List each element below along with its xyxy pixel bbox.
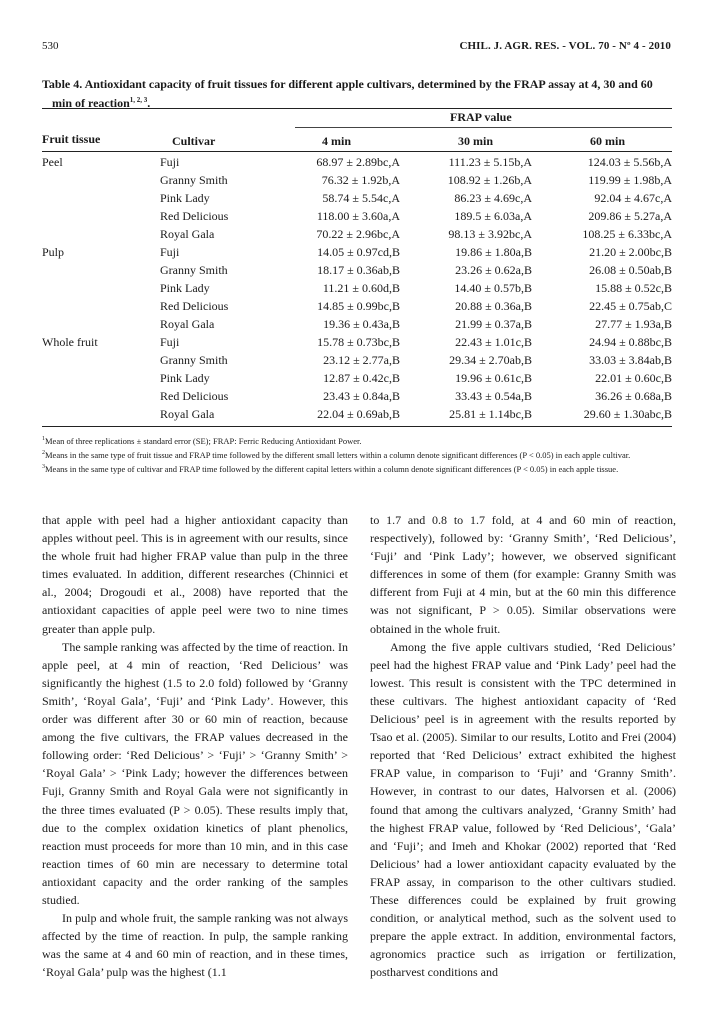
row-frap-30min: 19.86 ± 1.80a,B xyxy=(455,245,532,259)
row-frap-4min: 76.32 ± 1.92b,A xyxy=(321,173,400,187)
row-cultivar: Granny Smith xyxy=(160,173,228,187)
row-frap-30min: 108.92 ± 1.26b,A xyxy=(447,173,532,187)
paragraph: The sample ranking was affected by the time of reaction. In apple peel, at 4 min of reaction, ‘Red Delicious’ was significantly the highest (1.5 to 2.0 fold) followed by ‘Granny Smith’, ‘Royal Gala’, ‘Fuji’ and ‘Pink Lady’. However, this order was different after 30 or 60 min of reaction, because among the five cultivars, the FRAP values decreased in the following order: ‘Red Delicious’ > ‘Fuji’ > ‘Granny Smith’ > ‘Royal Gala’ > ‘Pink Lady; however the differences between Fuji, Granny Smith and Royal Gala were not significantly in the three times evaluated (P > 0.05). These results imply that, due to the complex oxidation kinetics of plant phenolics, reaction must proceeds for more than 10 min, and in this case reaction times of 60 min are necessary to determine total antioxidant capacity and the order ranking of the samples studied. xyxy=(42,639,349,907)
row-fruit-tissue: Pulp xyxy=(42,245,65,259)
paragraph: In pulp and whole fruit, the sample ranking was not always affected by the time of reaction. In pulp, the sample ranking was the same at 4 and 60 min of reaction, and in these times, ‘Royal Gala’ pulp was the highest (1.1 xyxy=(42,911,348,980)
table-caption xyxy=(42,76,672,111)
row-cultivar: Red Delicious xyxy=(160,209,229,223)
frap-group-header: FRAP value xyxy=(450,110,512,124)
body-column-right xyxy=(370,511,676,981)
paragraph: that apple with peel had a higher antioxidant capacity than apples without peel. This is in agreement with our results, since the whole fruit had higher FRAP value than pulp in the three times evaluated. In addition, different researches (Chinnici et al., 2004; Drogoudi et al., 2008) have reported that the antioxidant capacities of apple peel were two to nine times greater than apple pulp. xyxy=(42,513,348,636)
paragraph: to 1.7 and 0.8 to 1.7 fold, at 4 and 60 min of reaction, respectively), followed by: ‘Granny Smith’, ‘Red Delicious’, ‘Fuji’ and ‘Pink Lady’; however, we observed significant differences in some of them (for example: Granny Smith was different from Fuji at 4 min, but at the 60 min this difference was not significant, P > 0.05). Similar observations were obtained in the whole fruit. xyxy=(370,513,676,636)
frap-group-rule xyxy=(295,127,672,128)
header-cultivar: Cultivar xyxy=(172,134,216,148)
caption-footnote-marks: 1, 2, 3 xyxy=(129,96,148,104)
row-frap-4min: 23.43 ± 0.84a,B xyxy=(323,389,400,403)
caption-period: . xyxy=(147,96,151,110)
row-cultivar: Fuji xyxy=(160,335,180,349)
footnote-2: $^2$Means in the same type of fruit tissue and FRAP time followed by the different small letters within a column denote significant differences (P < 0.05) in each apple cultivar. xyxy=(42,449,631,460)
row-cultivar: Fuji xyxy=(160,245,180,259)
row-frap-60min: 27.77 ± 1.93a,B xyxy=(595,317,672,331)
row-frap-30min: 19.96 ± 0.61c,B xyxy=(455,371,532,385)
row-cultivar: Pink Lady xyxy=(160,191,210,205)
row-frap-60min: 108.25 ± 6.33bc,A xyxy=(582,227,672,241)
row-frap-4min: 19.36 ± 0.43a,B xyxy=(323,317,400,331)
row-frap-30min: 86.23 ± 4.69c,A xyxy=(454,191,532,205)
header-60min: 60 min xyxy=(590,134,626,148)
footnote-1: $^1$Mean of three replications ± standard error (SE); FRAP: Ferric Reducing Antioxidant Power. xyxy=(42,435,362,446)
row-frap-30min: 21.99 ± 0.37a,B xyxy=(455,317,532,331)
page-header xyxy=(42,40,671,56)
header-fruit-tissue: Fruit tissue xyxy=(42,132,101,146)
header-30min: 30 min xyxy=(458,134,494,148)
row-frap-4min: 118.00 ± 3.60a,A xyxy=(316,209,400,223)
row-frap-30min: 98.13 ± 3.92bc,A xyxy=(448,227,532,241)
row-frap-30min: 20.88 ± 0.36a,B xyxy=(455,299,532,313)
page-number: 530 xyxy=(42,40,59,52)
row-frap-60min: 24.94 ± 0.88bc,B xyxy=(589,335,672,349)
row-frap-60min: 21.20 ± 2.00bc,B xyxy=(589,245,672,259)
paragraph: Among the five apple cultivars studied, ‘Red Delicious’ peel had the highest FRAP value and ‘Pink Lady’ peel had the lowest. This result is consistent with the TPC determined in these cultivars. The highest antioxidant capacity of ‘Red Delicious’ peel is in agreement with the results reported by Tsao et al. (2005). Similar to our results, Lotito and Frei (2004) reported that ‘Red Delicious’ extract exhibited the highest FRAP value, in comparison to ‘Fuji’ and ‘Granny Smith’. However, in contrast to our dates, Halvorsen et al. (2006) found that among the cultivars analyzed, ‘Granny Smith’ had the highest FRAP value, followed by ‘Red Delicious’, ‘Gala’ and ‘Fuji’; and Imeh and Khokar (2002) reported that ‘Red Delicious’ had a lower antioxidant capacity evaluated by the FRAP assay, in comparison to the other cultivars studied. These differences could be explained by fruit growing condition, or analytical method, such as the solvent used to prepare the apple extract. In addition, environmental factors, agronomics practice such as irrigation or fertilization, postharvest conditions and xyxy=(370,639,676,980)
row-frap-60min: 209.86 ± 5.27a,A xyxy=(588,209,672,223)
row-frap-60min: 36.26 ± 0.68a,B xyxy=(595,389,672,403)
row-frap-4min: 23.12 ± 2.77a,B xyxy=(323,353,400,367)
row-frap-4min: 70.22 ± 2.96bc,A xyxy=(316,227,400,241)
row-fruit-tissue: Whole fruit xyxy=(42,335,98,349)
row-frap-60min: 92.04 ± 4.67c,A xyxy=(594,191,672,205)
row-frap-4min: 14.05 ± 0.97cd,B xyxy=(317,245,400,259)
row-frap-4min: 58.74 ± 5.54c,A xyxy=(322,191,400,205)
row-frap-30min: 29.34 ± 2.70ab,B xyxy=(449,353,532,367)
row-frap-60min: 26.08 ± 0.50ab,B xyxy=(589,263,672,277)
footnote-3: $^3$Means in the same type of cultivar and FRAP time followed by the different capital letters within a column denote significant differences (P < 0.05) in each apple tissue. xyxy=(42,463,619,474)
row-cultivar: Granny Smith xyxy=(160,353,228,367)
row-cultivar: Fuji xyxy=(160,155,180,169)
row-frap-60min: 15.88 ± 0.52c,B xyxy=(595,281,672,295)
row-frap-30min: 14.40 ± 0.57b,B xyxy=(454,281,532,295)
row-cultivar: Royal Gala xyxy=(160,317,215,331)
caption-line-2: min of reaction xyxy=(52,96,130,110)
row-frap-30min: 189.5 ± 6.03a,A xyxy=(454,209,532,223)
journal-title: CHIL. J. AGR. RES. - VOL. 70 - Nº 4 - 2010 xyxy=(459,40,671,52)
row-frap-30min: 111.23 ± 5.15b,A xyxy=(448,155,532,169)
row-frap-60min: 124.03 ± 5.56b,A xyxy=(587,155,672,169)
row-frap-30min: 23.26 ± 0.62a,B xyxy=(455,263,532,277)
table-footnotes xyxy=(42,433,674,474)
row-frap-4min: 15.78 ± 0.73bc,B xyxy=(317,335,400,349)
row-frap-4min: 14.85 ± 0.99bc,B xyxy=(317,299,400,313)
row-frap-4min: 12.87 ± 0.42c,B xyxy=(323,371,400,385)
row-frap-60min: 22.01 ± 0.60c,B xyxy=(595,371,672,385)
row-cultivar: Red Delicious xyxy=(160,299,229,313)
row-cultivar: Royal Gala xyxy=(160,407,215,421)
row-frap-4min: 18.17 ± 0.36ab,B xyxy=(317,263,400,277)
row-frap-60min: 29.60 ± 1.30abc,B xyxy=(583,407,672,421)
row-frap-30min: 25.81 ± 1.14bc,B xyxy=(449,407,532,421)
row-cultivar: Red Delicious xyxy=(160,389,229,403)
row-fruit-tissue: Peel xyxy=(42,155,63,169)
row-frap-4min: 68.97 ± 2.89bc,A xyxy=(316,155,400,169)
row-cultivar: Granny Smith xyxy=(160,263,228,277)
row-frap-60min: 33.03 ± 3.84ab,B xyxy=(589,353,672,367)
table-top-rule xyxy=(42,108,672,109)
header-4min: 4 min xyxy=(322,134,352,148)
row-cultivar: Royal Gala xyxy=(160,227,215,241)
row-frap-30min: 33.43 ± 0.54a,B xyxy=(455,389,532,403)
caption-line-1: Table 4. Antioxidant capacity of fruit tissues for different apple cultivars, determined by the FRAP assay at 4, 30 and 60 xyxy=(42,77,653,91)
row-frap-30min: 22.43 ± 1.01c,B xyxy=(455,335,532,349)
row-frap-60min: 119.99 ± 1.98b,A xyxy=(588,173,672,187)
table-bottom-rule xyxy=(42,426,672,427)
row-cultivar: Pink Lady xyxy=(160,281,210,295)
row-cultivar: Pink Lady xyxy=(160,371,210,385)
row-frap-60min: 22.45 ± 0.75ab,C xyxy=(589,299,672,313)
row-frap-4min: 11.21 ± 0.60d,B xyxy=(322,281,400,295)
row-frap-4min: 22.04 ± 0.69ab,B xyxy=(317,407,400,421)
body-column-left xyxy=(42,511,348,981)
table-header-rule xyxy=(42,151,672,152)
